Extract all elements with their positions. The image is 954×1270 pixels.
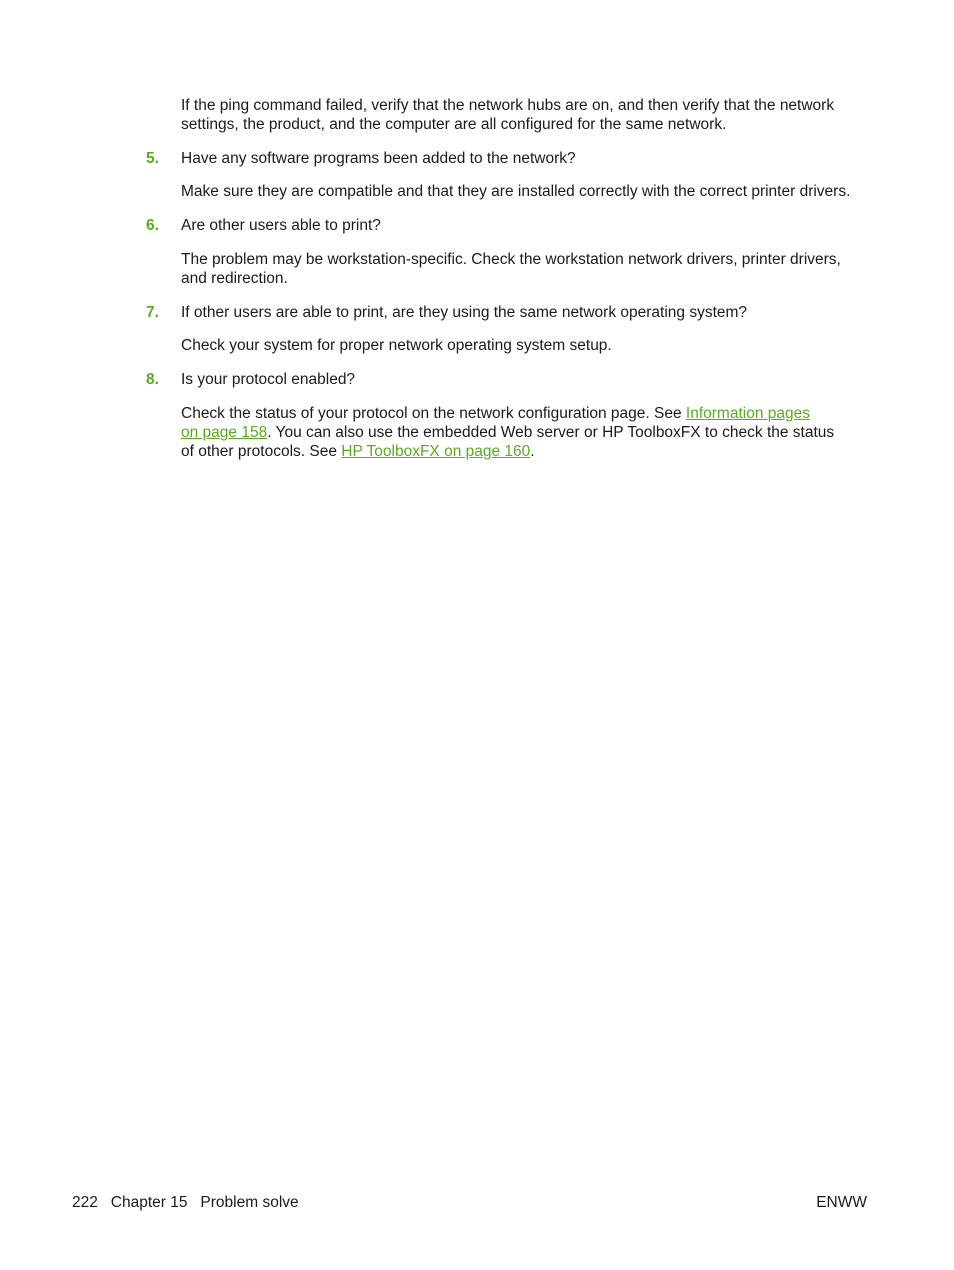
step-answer: Check your system for proper network operating system setup.	[181, 337, 612, 354]
step-answer-text: of other protocols. See	[181, 443, 342, 460]
page-number: 222	[72, 1194, 98, 1211]
footer-right: ENWW	[816, 1194, 867, 1211]
step-question: Have any software programs been added to the network?	[181, 150, 576, 167]
step-answer: The problem may be workstation-specific. Check the workstation network drivers, printer drivers,	[181, 251, 841, 268]
intro-line-2: settings, the product, and the computer are all configured for the same network.	[181, 116, 727, 133]
step-number: 7.	[146, 304, 159, 321]
intro-line-1: If the ping command failed, verify that the network hubs are on, and then verify that the network	[181, 97, 835, 114]
chapter-title: Problem solve	[200, 1194, 299, 1211]
step-answer-line	[181, 442, 535, 461]
step-question: Are other users able to print?	[181, 217, 381, 234]
step-answer: Make sure they are compatible and that they are installed correctly with the correct printer drivers.	[181, 183, 851, 200]
footer-left	[72, 1193, 299, 1212]
step-number: 6.	[146, 217, 159, 234]
step-number: 8.	[146, 371, 159, 388]
chapter-label: Chapter 15	[110, 1194, 188, 1211]
step-number: 5.	[146, 150, 159, 167]
step-question: Is your protocol enabled?	[181, 371, 356, 388]
step-answer-text: . You can also use the embedded Web server or HP ToolboxFX to check the status	[267, 424, 835, 441]
step-answer-end: .	[530, 443, 535, 460]
step-answer: and redirection.	[181, 270, 288, 287]
hp-toolboxfx-link[interactable]: HP ToolboxFX on page 160	[341, 443, 531, 460]
information-pages-link[interactable]: Information pages	[685, 405, 810, 422]
step-answer-line	[181, 404, 810, 423]
information-pages-link-continued[interactable]: on page 158	[181, 424, 268, 441]
step-answer-line	[181, 423, 834, 442]
step-question: If other users are able to print, are they using the same network operating system?	[181, 304, 748, 321]
step-answer-text: Check the status of your protocol on the network configuration page. See	[181, 405, 686, 422]
